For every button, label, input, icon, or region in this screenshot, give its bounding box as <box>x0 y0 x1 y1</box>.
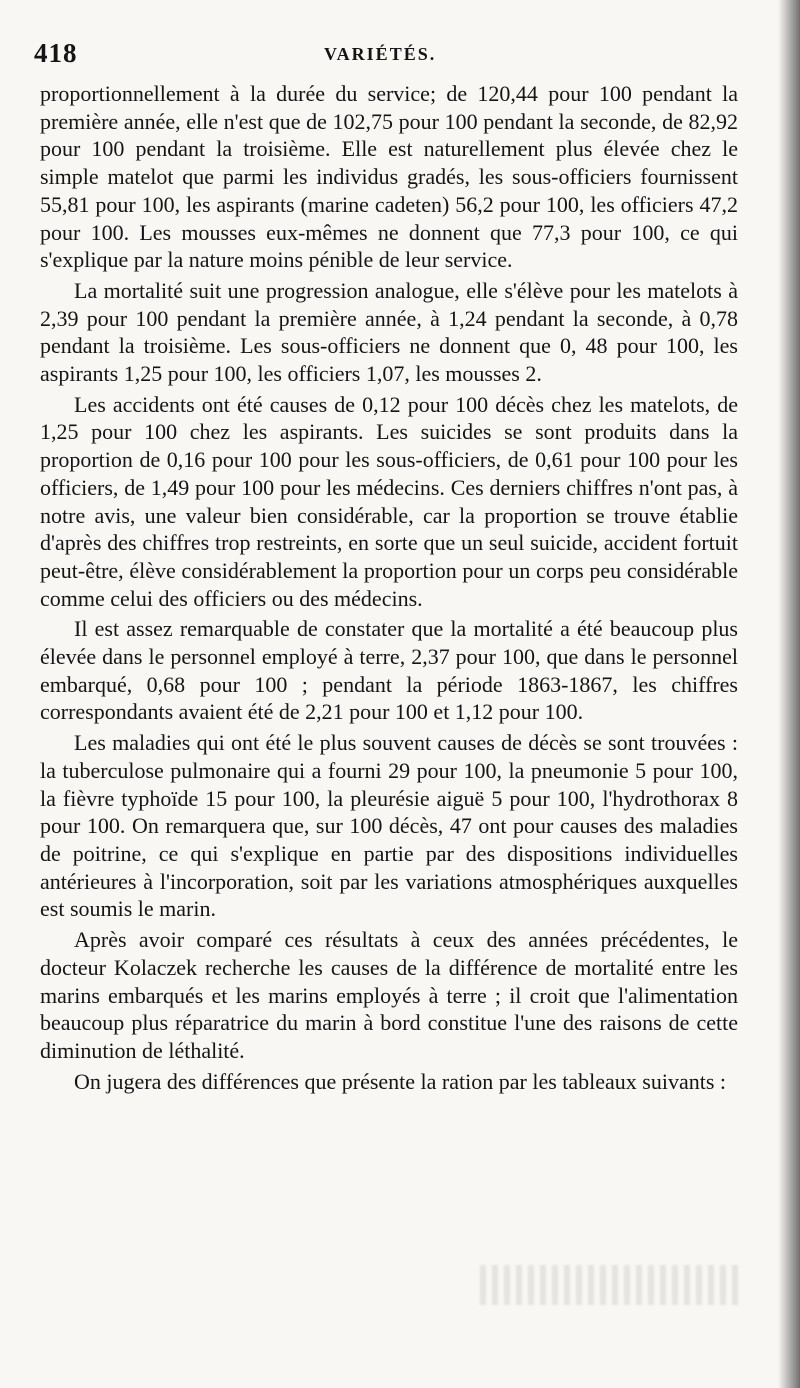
page-header <box>34 38 754 78</box>
paragraph-diseases: Les maladies qui ont été le plus souvent causes de décès se sont trouvées : la tuberculose pulmonaire qui a fourni 29 pour 100, la pneumonie 5 pour 100, la fièvre typhoïde 15 pour 100, la pleurésie aiguë 5 pour 100, l'hydrothorax 8 pour 100. On remarquera que, sur 100 décès, 47 ont pour causes des maladies de poitrine, ce qui s'explique en partie par des dispositions individuelles antérieures à l'incorporation, soit par les variations atmosphériques auxquelles est soumis le marin. <box>40 730 738 922</box>
page-number: 418 <box>34 38 78 68</box>
paragraph-land-vs-embarked: Il est assez remarquable de constater que la mortalité a été beaucoup plus élevée dans le personnel employé à terre, 2,37 pour 100, que dans le personnel embarqué, 0,68 pour 100 ; pendant la période 1863-1867, les chiffres correspondants avaient été de 2,21 pour 100 et 1,12 pour 100. <box>40 616 738 725</box>
paragraph-mortality: La mortalité suit une progression analogue, elle s'élève pour les matelots à 2,39 pour 100 pendant la première année, à 1,24 pendant la seconde, à 0,78 pendant la troisième. Les sous-officiers ne donnent que 0, 48 pour 100, les aspirants 1,25 pour 100, les officiers 1,07, les mousses 2. <box>40 277 738 387</box>
paragraph-kolaczek: Après avoir comparé ces résultats à ceux des années précédentes, le docteur Kolaczek recherche les causes de la différence de mortalité entre les marins embarqués et les marins employés à terre ; il croit que l'alimentation beaucoup plus réparatrice du marin à bord constitue l'une des raisons de cette diminution de léthalité. <box>40 927 738 1063</box>
page-edge-shadow <box>778 0 800 1388</box>
bleed-through-text <box>480 1265 740 1305</box>
body-text <box>40 80 738 1098</box>
paragraph-accidents-suicides: Les accidents ont été causes de 0,12 pour 100 décès chez les matelots, de 1,25 pour 100 chez les aspirants. Les suicides se sont produits dans la proportion de 0,16 pour 100 pour les sous-officiers, de 0,61 pour 100 pour les officiers, de 1,49 pour 100 pour les médecins. Ces derniers chiffres n'ont pas, à notre avis, une valeur bien considérable, car la proportion se trouve établie d'après des chiffres trop restreints, en sorte que un seul suicide, accident fortuit peut-être, élève considérablement la proportion pour un corps peu considérable comme celui des officiers ou des médecins. <box>40 391 738 611</box>
paragraph-continuation: proportionnellement à la durée du service; de 120,44 pour 100 pendant la première année, elle n'est que de 102,75 pour 100 pendant la seconde, de 82,92 pour 100 pendant la troisième. Elle est naturellement plus élevée chez le simple matelot que parmi les individus gradés, les sous-officiers fournissent 55,81 pour 100, les aspirants (marine cadeten) 56,2 pour 100, les officiers 47,2 pour 100. Les mousses eux-mêmes ne donnent que 77,3 pour 100, ce qui s'explique par la nature moins pénible de leur service. <box>40 81 738 273</box>
paragraph-tables-intro: On jugera des différences que présente la ration par les tableaux suivants : <box>74 1068 727 1094</box>
running-head: VARIÉTÉS. <box>324 44 437 64</box>
